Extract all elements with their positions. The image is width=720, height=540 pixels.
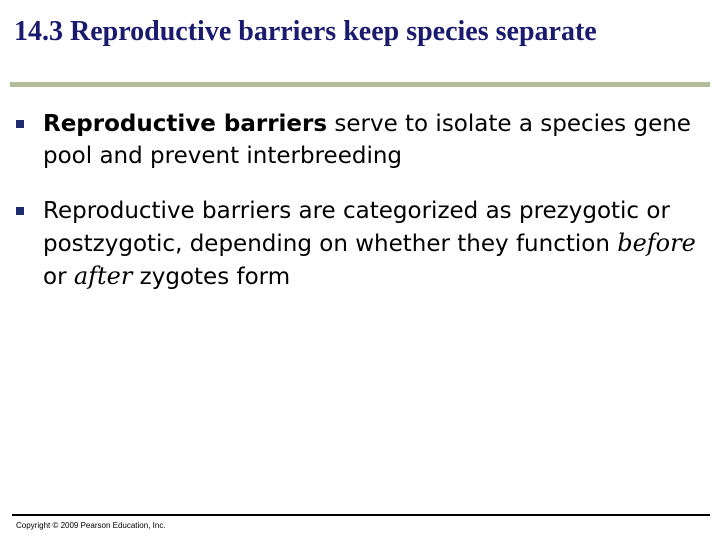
footer-divider — [12, 514, 710, 516]
bullet-text — [43, 195, 696, 293]
copyright-notice: Copyright © 2009 Pearson Education, Inc. — [16, 521, 166, 530]
bullet-item — [16, 108, 696, 172]
bullet-bold-term: Reproductive barriers — [43, 111, 328, 137]
bullet-text-part: Reproductive barriers are categorized as prezygotic or postzygotic, depending on whether they function — [43, 198, 670, 257]
bullet-item — [16, 195, 696, 293]
bullet-text — [43, 108, 696, 172]
title-divider — [10, 82, 710, 87]
bullet-text-rest: serve to isolate a species gene pool and prevent interbreeding — [43, 111, 691, 169]
bullet-italic-term: before — [617, 229, 696, 257]
square-bullet-icon — [16, 207, 24, 215]
slide-title: 14.3 Reproductive barriers keep species separate — [14, 16, 597, 47]
bullet-text-part: zygotes form — [132, 264, 291, 290]
square-bullet-icon — [16, 120, 24, 128]
bullet-italic-term: after — [73, 262, 133, 290]
bullet-text-part: or — [43, 264, 74, 290]
